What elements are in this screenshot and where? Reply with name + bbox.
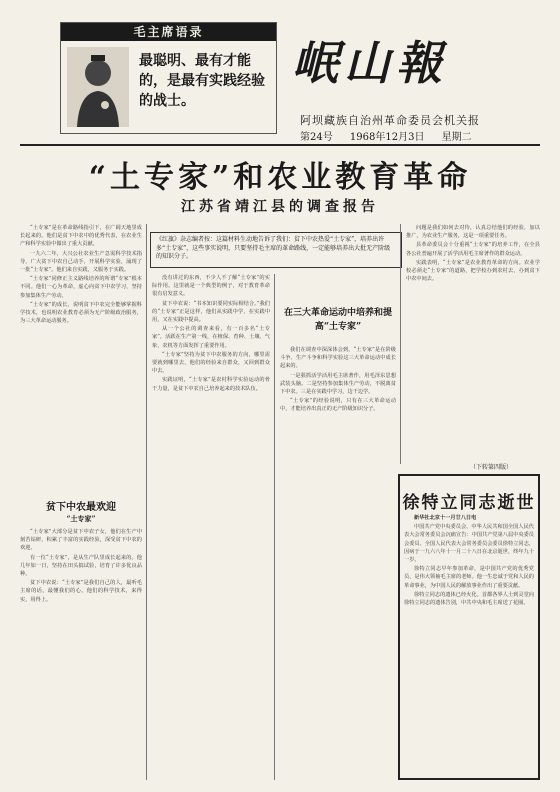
column-divider (400, 224, 401, 464)
section-subheading: “土专家” (66, 514, 96, 523)
continued-note: （下转第四版） (470, 464, 513, 471)
paragraph: 徐特立同志的遗体已经火化。首都各界人士到灵堂向徐特立同志的遗体告别，中共中央和毛主席送了花圈。 (404, 591, 534, 607)
quote-text: 最聪明、最有才能的，是最有实践经验的战士。 (139, 53, 265, 109)
paragraph: “土专家”的成长，说明贫下中农完全能够掌握科学技术，也说明农业教育必须为无产阶级政治服务，为三大革命运动服务。 (20, 301, 142, 325)
newspaper-title: 岷山報 (292, 36, 448, 90)
portrait-image (67, 47, 129, 127)
section-heading: 贫下中农最欢迎 (46, 502, 116, 513)
paragraph: 实践表明，“土专家”是农业教育革命的方向。农业学校必须走“土专家”的道路，把学校办到农村去，办到贫下中农中间去。 (406, 259, 540, 283)
lead-headline: “土专家”和农业教育革命 (88, 160, 472, 195)
obituary-body (404, 514, 534, 774)
paragraph: 实践证明，“土专家”是农村科学实验运动的骨干力量，是贫下中农自己培养起来的技术队伍。 (152, 377, 270, 392)
paragraph: 问题是我们如何去对待，认真总结他们的经验，加以推广，为农业生产服务，这是一项重要任务。 (406, 225, 540, 240)
article-column-3 (280, 346, 396, 780)
obituary-title: 徐特立同志逝世 (402, 493, 536, 513)
paragraph: 中国共产党中央委员会、中华人民共和国全国人民代表大会常务委员会沉痛宣告：中国共产党第八届中央委员会委员、全国人民代表大会常务委员会委员徐特立同志，因病于一九六八年十一月二十八日在北京逝世，终年九十一岁。 (404, 524, 534, 564)
issue-line (300, 128, 486, 143)
paragraph: “土专家”同修正主义路线培养的所谓“专家”根本不同。他们一心为革命，虚心向贫下中农学习，坚持参加集体生产劳动。 (20, 276, 142, 299)
top-rule (20, 144, 540, 146)
paragraph: “土专家”大部分是贫下中农子女，他们在生产中刻苦钻研，积累了丰富的实践经验，深受贫下中农的欢迎。 (20, 529, 142, 552)
column-divider (274, 274, 275, 780)
paragraph: 一九六二年，大兴公社农业生产急需科学技术指导，广大贫下中农自己动手，开展科学实验，涌现了一批“土专家”。他们来自实践，又服务于实践。 (20, 250, 142, 274)
obituary-dateline: 新华社北京十一月廿八日电 (414, 515, 477, 521)
mao-quote-box (60, 22, 277, 134)
issue-date: 1968年12月3日 (349, 132, 425, 143)
paragraph: 一是狠抓活学活用毛主席著作，用毛泽东思想武装头脑。二是坚持参加集体生产劳动，不脱离贫下中农。三是在实践中学习，边干边学。 (280, 372, 396, 396)
paragraph: “土专家”的经验说明，只有在三大革命运动中，才能培养出真正的无产阶级知识分子。 (280, 398, 396, 413)
quote-header: 毛主席语录 (61, 23, 276, 41)
article-column-1 (20, 224, 142, 486)
paragraph: 贫下中农说：“书本知识要同实际相结合。”我们的“土专家”正是这样，他们从实践中学，在实践中用，又在实践中提高。 (152, 300, 270, 324)
article-column-4 (406, 224, 540, 460)
paragraph: 我们在调查中深深体会到，“土专家”是在阶级斗争、生产斗争和科学实验这三大革命运动中成长起来的。 (280, 347, 396, 370)
paragraph: 县革命委员会十分重视“土专家”的培养工作，在全县各公社普遍开展了活学活用毛主席著作的群众运动。 (406, 242, 540, 257)
paragraph: “土专家”坚持为贫下中农服务的方向，哪里需要就到哪里去，他们的经验来自群众，又回到群众中去。 (152, 351, 270, 375)
column-divider (146, 224, 147, 780)
paragraph: 没有讲过的东西，不少人不了解“土专家”的实际作用。这里就是一个典型的例子，对于教育革命很有启发意义。 (152, 275, 270, 298)
issue-number: 第24号 (300, 132, 333, 143)
article-column-2 (152, 274, 270, 780)
masthead (292, 28, 492, 108)
article-column-1b (20, 528, 142, 782)
paragraph: 从一个公社的调查来看，有一百多名“土专家”，活跃在生产第一线，在植保、育种、土壤、气象、农机等方面发挥了重要作用。 (152, 326, 270, 349)
paragraph: 贫下中农说：“土专家”是我们自己的人，最听毛主席的话，最懂我们的心。他们的科学技术，来得实，用得上。 (20, 580, 142, 603)
paragraph: 有一位“土专家”，是从生产队里成长起来的。他几年如一日，坚持在田头搞试验，培育了许多优良品种。 (20, 554, 142, 578)
issue-weekday: 星期二 (441, 132, 472, 143)
publisher-line: 阿坝藏族自治州革命委员会机关报 (300, 114, 480, 127)
paragraph: “土专家”是在革命路线指引下，在广阔天地里成长起来的。他们是贫下中农中的优秀代表，在农业生产和科学实验中做出了重大贡献。 (20, 225, 142, 248)
lead-subhead: 江苏省靖江县的调查报告 (181, 199, 379, 215)
editor-note: 《红旗》杂志编者按：这篇材料生动地告诉了我们：贫下中农热爱“土专家”，培养出许多“土专家”，这些事实说明，只要坚持毛主席的革命路线，一定能够培养出大批无产阶级的知识分子。 (150, 232, 402, 268)
paragraph: 徐特立同志早年参加革命，是中国共产党的优秀党员，是伟大领袖毛主席的老师。他一生忠诚于党和人民的革命事业，为中国人民的解放事业作出了重要贡献。 (404, 566, 534, 589)
section-heading-training: 在三大革命运动中培养和提高“土专家” (283, 308, 392, 332)
